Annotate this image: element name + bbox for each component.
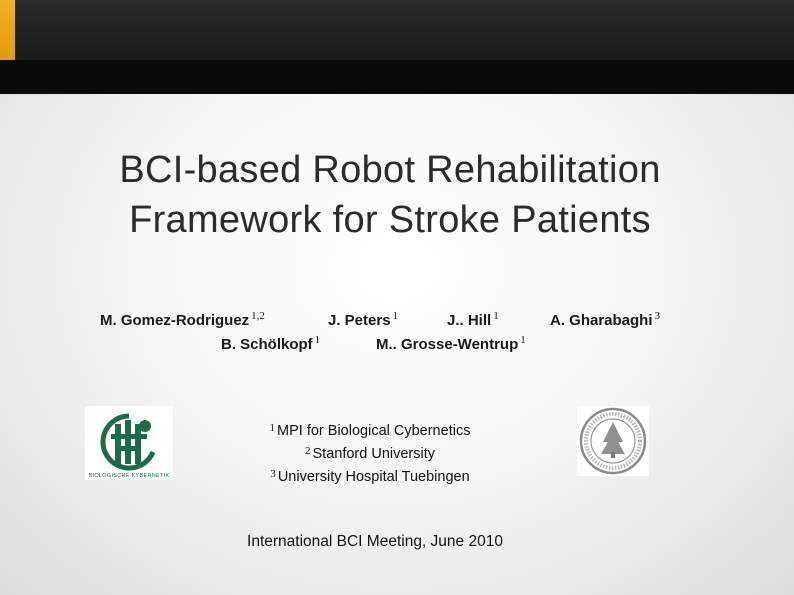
mpi-logo-caption: BIOLOGISCHE KYBERNETIK xyxy=(88,473,170,479)
header-band-upper xyxy=(0,0,794,60)
author-peters: J. Peters $^1$ xyxy=(328,310,399,329)
stanford-seal-graphic xyxy=(577,406,649,476)
mpi-biological-cybernetics-logo xyxy=(85,406,173,480)
meeting-info: International BCI Meeting, June 2010 xyxy=(247,533,503,550)
slide-title xyxy=(20,145,760,245)
author-hill: J.. Hill $^1$ xyxy=(447,310,499,329)
title-line-2: Framework for Stroke Patients xyxy=(129,199,651,241)
author-gharabaghi: A. Gharabaghi $^3$ xyxy=(550,310,661,329)
author-gomez-rodriguez: M. Gomez-Rodriguez $^{1,2}$ xyxy=(100,310,265,329)
affiliation-3: $^3$ University Hospital Tuebingen xyxy=(270,468,470,485)
affiliation-list xyxy=(220,418,520,487)
mpi-logo-graphic xyxy=(85,406,173,480)
author-schoelkopf: B. Schölkopf $^1$ xyxy=(221,334,321,353)
header-band-lower xyxy=(0,60,794,94)
affiliation-1: $^1$ MPI for Biological Cybernetics xyxy=(269,422,471,439)
header-band xyxy=(0,0,794,94)
accent-bar xyxy=(0,0,15,60)
stanford-seal-logo xyxy=(577,406,649,476)
affiliation-2: $^2$ Stanford University xyxy=(305,445,435,462)
author-grosse-wentrup: M.. Grosse-Wentrup $^1$ xyxy=(376,334,526,353)
title-line-1: BCI-based Robot Rehabilitation xyxy=(119,149,661,191)
